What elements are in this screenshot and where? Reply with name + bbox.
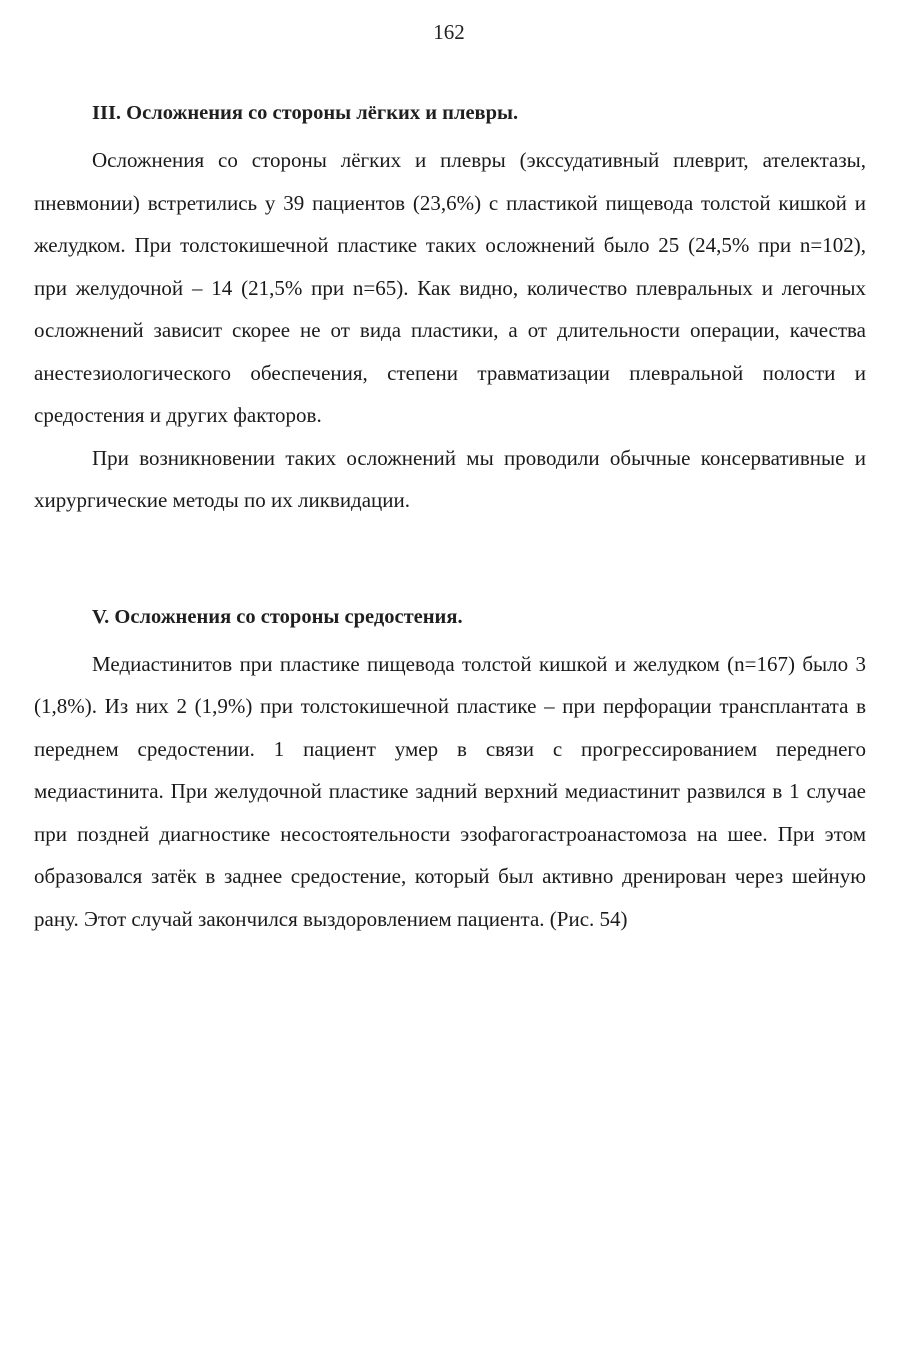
paragraph-treatment-methods: При возникновении таких осложнений мы проводили обычные консервативные и хирургические методы по их ликвидации. bbox=[34, 445, 866, 512]
page-content bbox=[34, 98, 866, 940]
section-heading-lungs-pleura: III. Осложнения со стороны лёгких и плевры. bbox=[92, 102, 519, 124]
page-number: 162 bbox=[433, 20, 465, 44]
paragraph-lungs-pleura-complications: Осложнения со стороны лёгких и плевры (экссудативный плеврит, ателектазы, пневмонии) встретились у 39 пациентов (23,6%) с пластикой пищевода толстой кишкой и желудком. При толстокишечной пластике таких осложнений было 25 (24,5% при n=102), при желудочной – 14 (21,5% при n=65). Как видно, количество плевральных и легочных осложнений зависит скорее не от вида пластики, а от длительности операции, качества анестезиологического обеспечения, степени травматизации плевральной полости и средостения и других факторов. bbox=[34, 148, 866, 427]
paragraph-mediastinitis: Медиастинитов при пластике пищевода толстой кишкой и желудком (n=167) было 3 (1,8%). Из них 2 (1,9%) при толстокишечной пластике – при перфорации трансплантата в переднем средостении. 1 пациент умер в связи с прогрессированием переднего медиастинита. При желудочной пластике задний верхний медиастинит развился в 1 случае при поздней диагностике несостоятельности эзофагогастроанастомоза на шее. При этом образовался затёк в заднее средостение, который был активно дренирован через шейную рану. Этот случай закончился выздоровлением пациента. (Рис. 54) bbox=[34, 651, 866, 931]
section-spacer bbox=[34, 522, 866, 602]
section-heading-mediastinum: V. Осложнения со стороны средостения. bbox=[92, 605, 463, 628]
